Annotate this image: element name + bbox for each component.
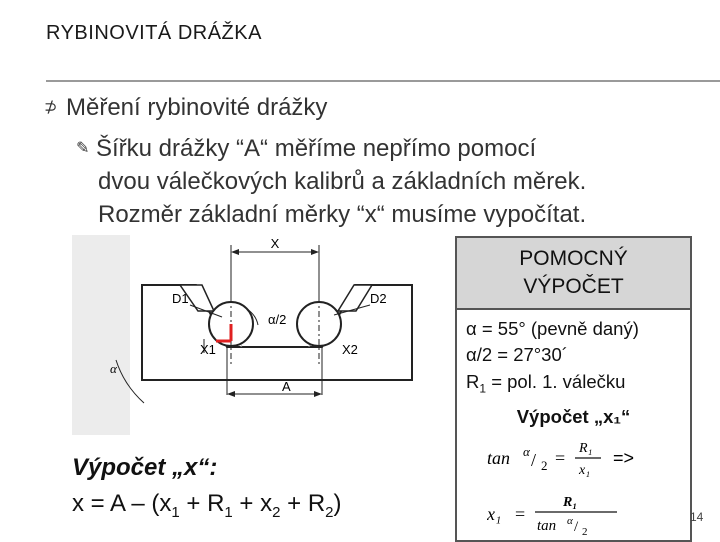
eq2-lhs: x₁ [487, 504, 502, 524]
eq1-slash: / [531, 450, 537, 470]
bullet-2-line1: Šířku drážky “A“ měříme nepřímo pomocí [96, 135, 537, 162]
calc-sub3: 2 [272, 503, 281, 521]
label-x1: X1 [200, 342, 216, 357]
calc-heading: Výpočet „x“: [72, 454, 218, 481]
half-alpha-line: α/2 = 27°30´ [466, 344, 568, 365]
title-divider [46, 80, 720, 82]
calc-formula [72, 490, 342, 521]
eq1-two: 2 [541, 458, 548, 473]
label-alpha-half: α/2 [268, 312, 287, 327]
faded-background [72, 235, 130, 435]
calculation-panel [455, 236, 692, 542]
eq2-den-two: 2 [582, 526, 588, 538]
r1-sub: 1 [479, 381, 487, 396]
calc-f-prefix: x = A – (x [72, 490, 172, 517]
bullet-1-text: Měření rybinovité drážky [66, 94, 328, 121]
eq2-equals: = [515, 504, 526, 524]
eq1-implies: => [613, 448, 635, 468]
eq2-den-slash: / [574, 519, 579, 535]
calc-plus-r2: + R [280, 490, 326, 517]
eq1-den: x₁ [579, 463, 591, 478]
panel-heading [457, 238, 690, 310]
eq1-tan: tan [487, 448, 511, 468]
calc-plus-x: + x [232, 490, 273, 517]
calc-sub4: 2 [325, 503, 334, 521]
panel-subheading: Výpočet „x₁“ [516, 406, 631, 427]
r1-line [466, 371, 625, 396]
bullet-pen-icon: ✎ [76, 140, 90, 157]
bullet-1 [44, 94, 327, 122]
calc-plus-r: + R [179, 490, 225, 517]
bullet-2-line3: Rozměr základní měrky “x“ musíme vypočítat. [98, 201, 587, 228]
r1-rest: = pol. 1. válečku [486, 371, 626, 392]
eq1-alpha: α [523, 444, 530, 459]
bullet-arrow-icon: ⊅ [44, 99, 58, 116]
label-x2: X2 [342, 342, 358, 357]
eq2-den-alpha: α [567, 515, 573, 527]
calc-sub2: 1 [224, 503, 233, 521]
page-number: 14 [690, 510, 704, 524]
alpha-line: α = 55° (pevně daný) [466, 318, 639, 339]
calc-close: ) [333, 490, 342, 517]
label-d1: D1 [172, 291, 189, 306]
panel-heading-line2: VÝPOČET [523, 275, 624, 298]
slide-title: RYBINOVITÁ DRÁŽKA [46, 22, 262, 44]
bullet-2-line2: dvou válečkových kalibrů a základních měrek. [98, 168, 587, 195]
bullet-2 [76, 132, 716, 231]
dovetail-diagram [72, 235, 462, 435]
eq2-den-tan: tan [537, 518, 557, 534]
eq2-num: R₁ [563, 495, 578, 510]
panel-heading-line1: POMOCNÝ [519, 247, 628, 270]
label-alpha: α [110, 361, 117, 376]
eq1-equals: = [555, 448, 566, 468]
eq1-num: R₁ [579, 441, 593, 456]
label-x: X [270, 236, 280, 251]
label-d2: D2 [370, 291, 387, 306]
x1-equation [487, 490, 677, 538]
label-a: A [282, 379, 291, 394]
calc-sub1: 1 [171, 503, 180, 521]
r1-name: R [466, 371, 480, 392]
tan-equation [487, 434, 677, 482]
